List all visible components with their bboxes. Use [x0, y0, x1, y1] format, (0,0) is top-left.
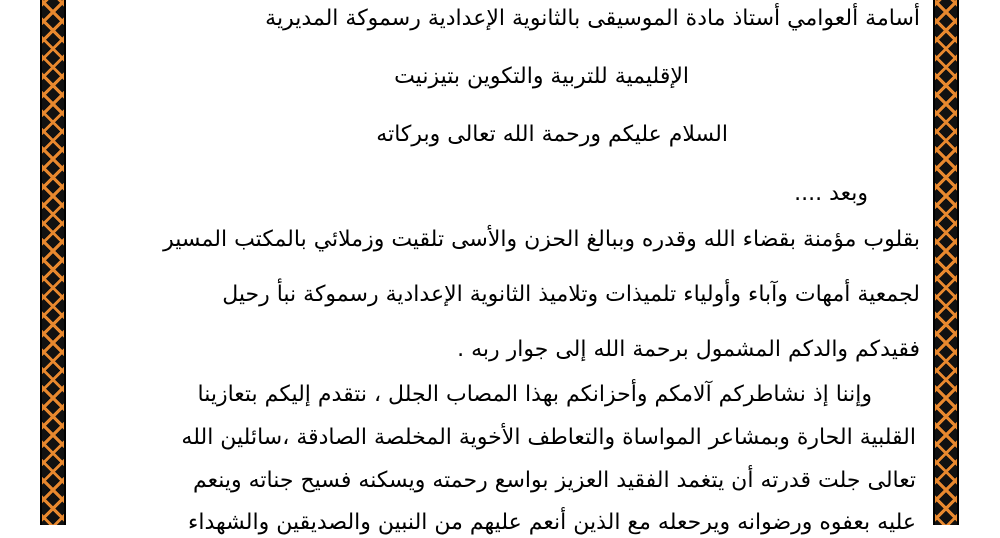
- decorative-border-right: [933, 0, 959, 525]
- greeting: السلام عليكم ورحمة الله تعالى وبركاته: [376, 122, 728, 147]
- paragraph-1-line: فقيدكم والدكم المشمول برحمة الله إلى جوار ربه .: [457, 337, 920, 362]
- paragraph-2-line: القلبية الحارة وبمشاعر المواساة والتعاطف الأخوية المخلصة الصادقة ،سائلين الله: [181, 425, 916, 450]
- decorative-border-left: [40, 0, 66, 525]
- paragraph-2-line: عليه بعفوه ورضوانه ويرحعله مع الذين أنعم عليهم من النبين والصديقين والشهداء: [188, 510, 916, 535]
- opening: وبعد ....: [794, 181, 868, 206]
- address-line-2: الإقليمية للتربية والتكوين بتيزنيت: [394, 64, 689, 89]
- paragraph-1-line: لجمعية أمهات وآباء وأولياء تلميذات وتلاميذ الثانوية الإعدادية رسموكة نبأ رحيل: [222, 282, 920, 307]
- address-line-1: أسامة ألعوامي أستاذ مادة الموسيقى بالثانوية الإعدادية رسموكة المديرية: [265, 6, 920, 31]
- paragraph-2-line: وإننا إذ نشاطركم آلامكم وأحزانكم بهذا المصاب الجلل ، نتقدم إليكم بتعازينا: [197, 382, 872, 407]
- paragraph-2-line: تعالى جلت قدرته أن يتغمد الفقيد العزيز بواسع رحمته ويسكنه فسيح جناته وينعم: [192, 468, 916, 493]
- paragraph-1-line: بقلوب مؤمنة بقضاء الله وقدره وببالغ الحزن والأسى تلقيت وزملائي بالمكتب المسير: [163, 227, 920, 252]
